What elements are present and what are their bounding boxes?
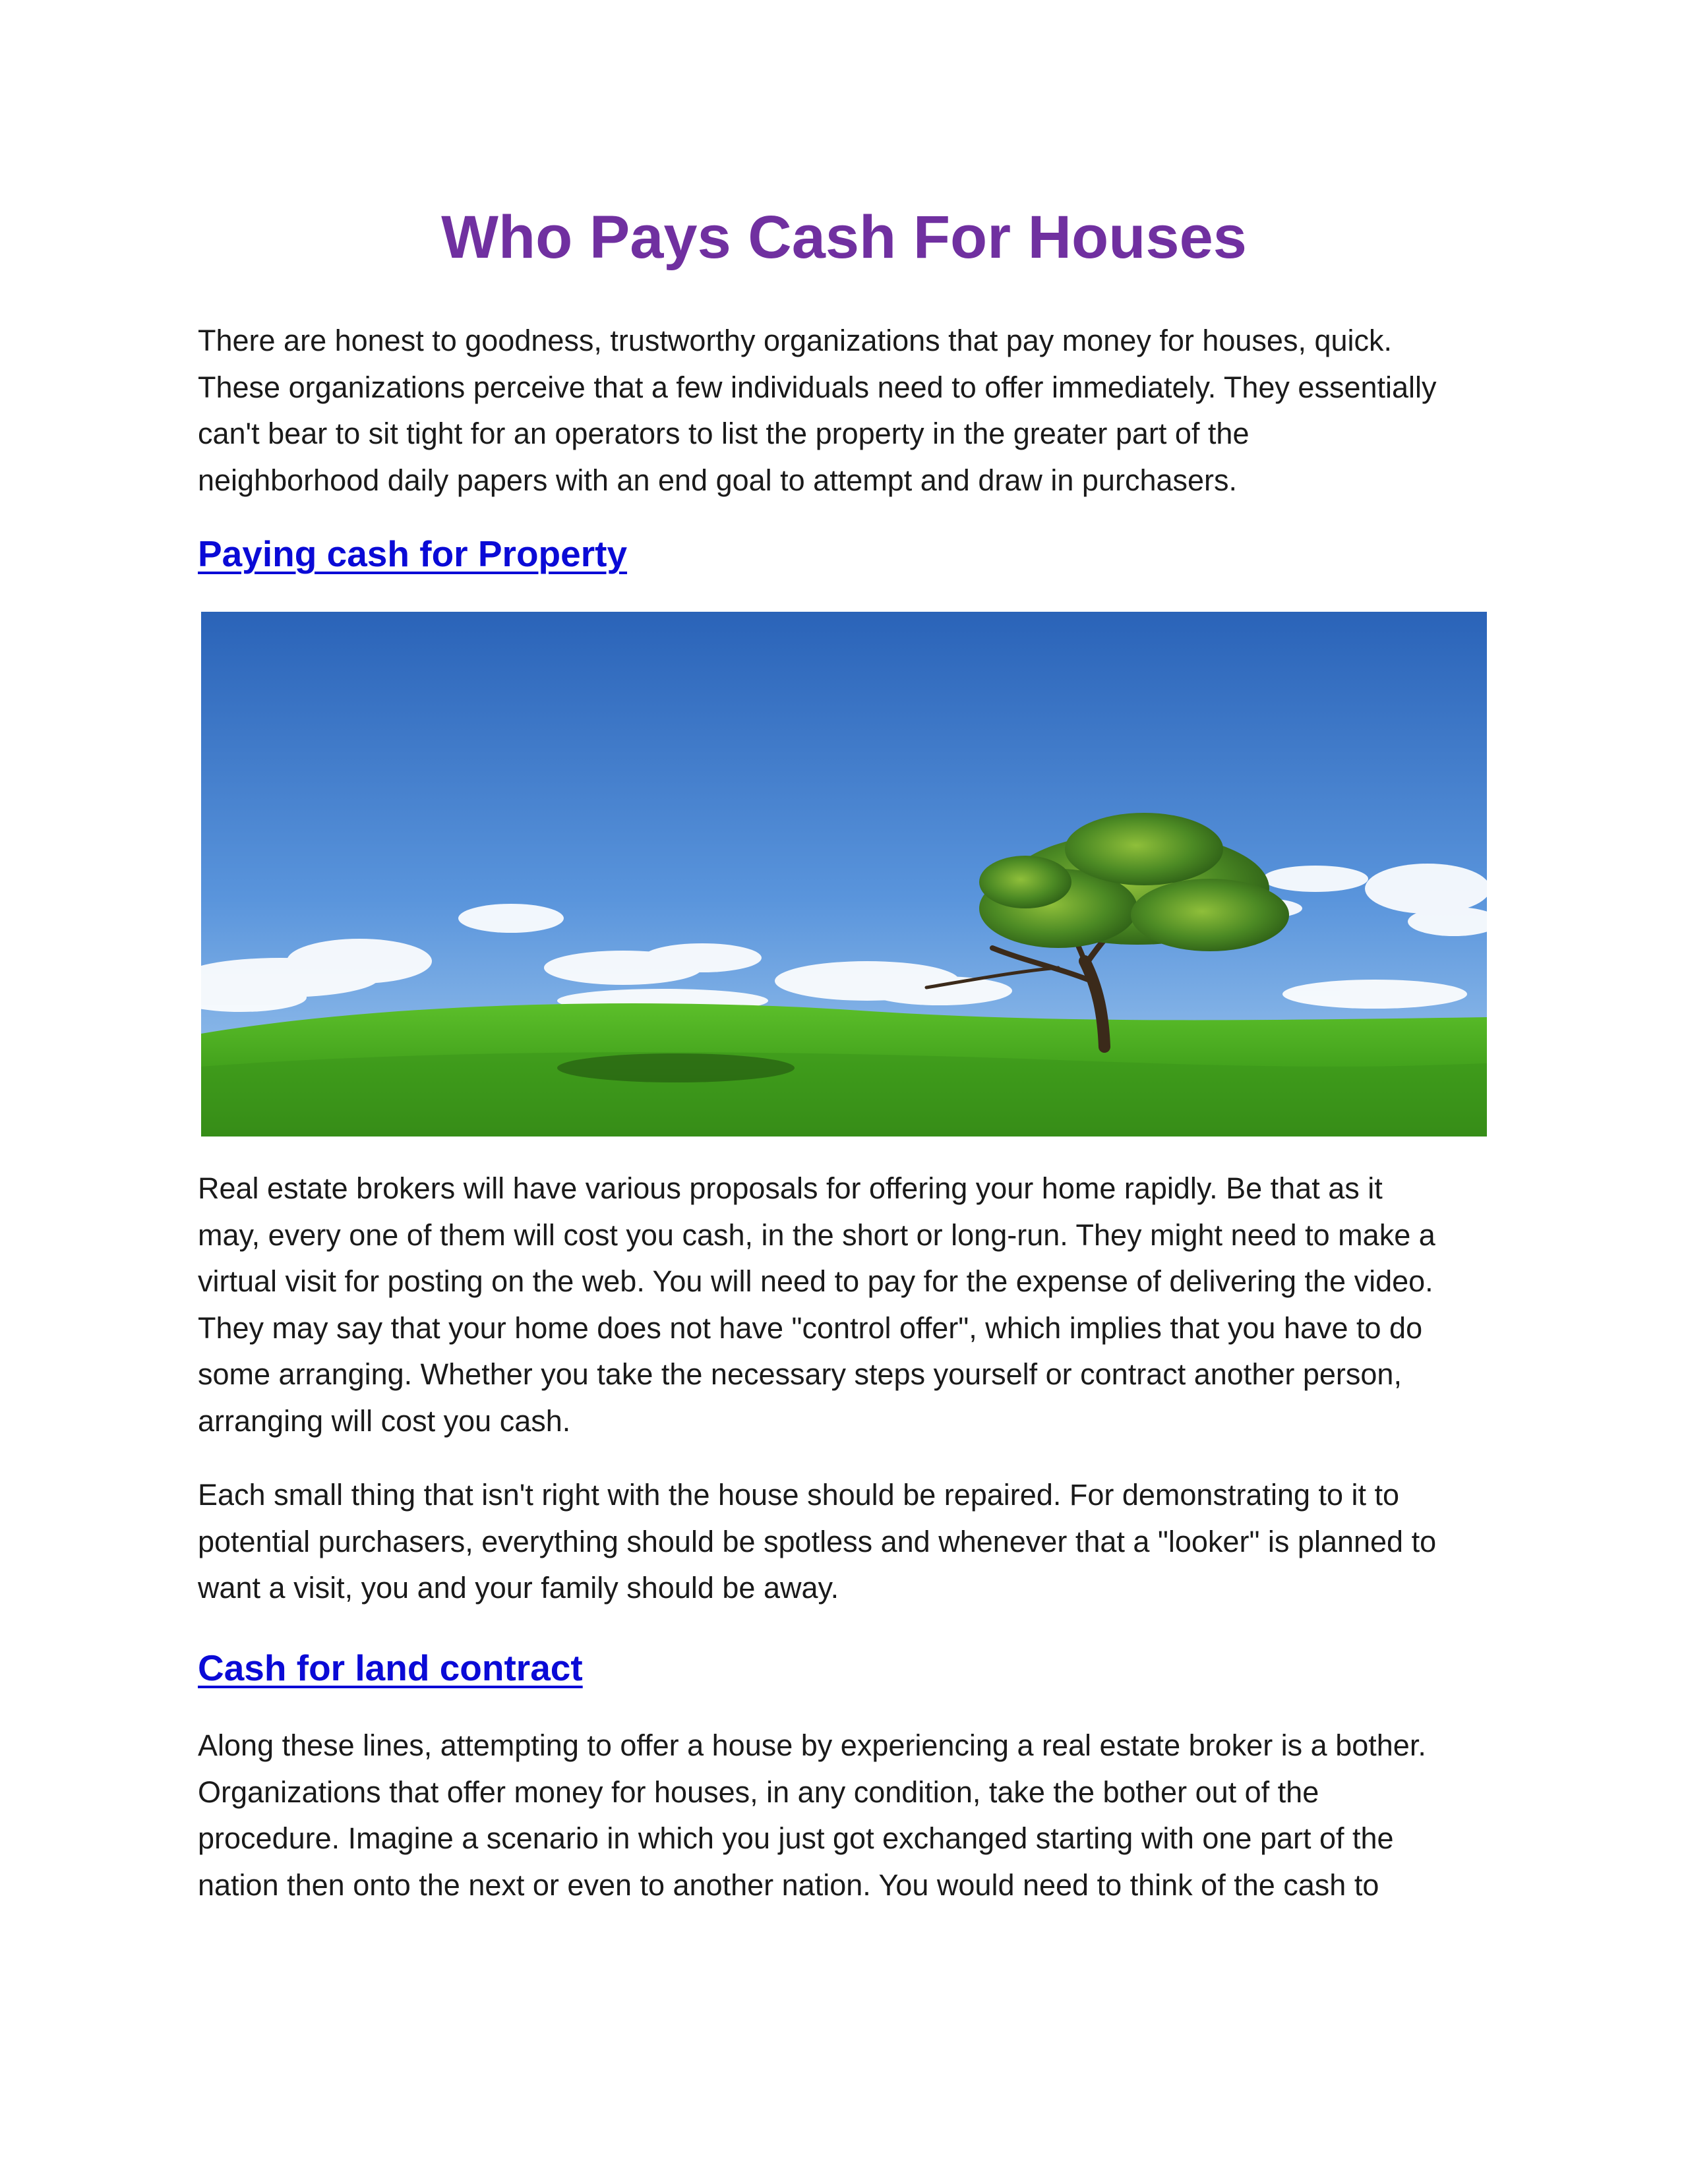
text-line: arranging will cost you cash. (198, 1403, 571, 1438)
text-line: may, every one of them will cost you cash, in the short or long-run. They might need to make a (198, 1218, 1435, 1252)
text-line: Along these lines, attempting to offer a house by experiencing a real estate broker is a bother. (198, 1728, 1426, 1762)
text-line: want a visit, you and your family should be away. (198, 1571, 839, 1605)
text-line: They may say that your home does not have "control offer", which implies that you have to do (198, 1311, 1423, 1345)
text-line: procedure. Imagine a scenario in which you just got exchanged starting with one part of the (198, 1821, 1394, 1855)
text-line: can't bear to sit tight for an operators to list the property in the greater part of the (198, 417, 1250, 450)
intro-paragraph (198, 318, 1490, 504)
text-line: nation then onto the next or even to another nation. You would need to think of the cash to (198, 1868, 1379, 1902)
text-line: Real estate brokers will have various proposals for offering your home rapidly. Be that as it (198, 1171, 1383, 1205)
text-line: Organizations that offer money for houses, in any condition, take the bother out of the (198, 1775, 1319, 1809)
paragraph-repairs (198, 1472, 1490, 1612)
section-heading-link-land-contract[interactable]: Cash for land contract (198, 1647, 583, 1688)
section-heading-link-paying-cash[interactable]: Paying cash for Property (198, 533, 628, 574)
text-line: There are honest to goodness, trustworthy organizations that pay money for houses, quick. (198, 324, 1393, 357)
text-line: neighborhood daily papers with an end goal to attempt and draw in purchasers. (198, 463, 1238, 497)
page-title: Who Pays Cash For Houses (441, 204, 1247, 271)
paragraph-land-contract (198, 1723, 1490, 1908)
landscape-illustration (201, 612, 1487, 1136)
text-line: virtual visit for posting on the web. You will need to pay for the expense of delivering the video. (198, 1264, 1433, 1298)
landscape-tree-photo (201, 612, 1487, 1136)
text-line: Each small thing that isn't right with the house should be repaired. For demonstrating to it to (198, 1478, 1400, 1512)
text-line: some arranging. Whether you take the necessary steps yourself or contract another person, (198, 1357, 1402, 1391)
text-line: These organizations perceive that a few individuals need to offer immediately. They essentially (198, 370, 1437, 404)
paragraph-brokers (198, 1166, 1490, 1444)
text-line: potential purchasers, everything should be spotless and whenever that a "looker" is planned to (198, 1524, 1437, 1558)
